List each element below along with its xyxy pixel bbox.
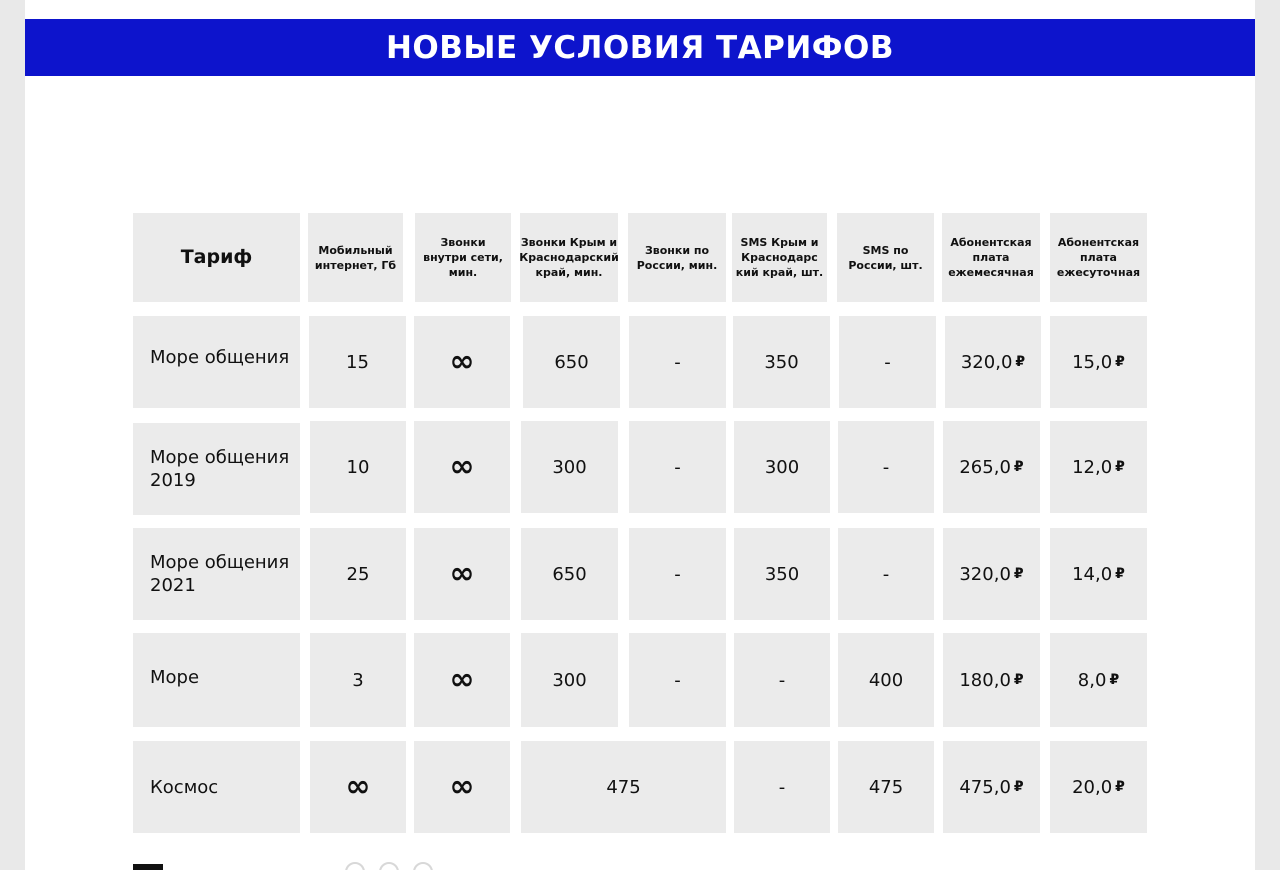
row-5-fee-month-value: 475,0 [959,776,1011,798]
row-5-fee-month [943,741,1040,833]
header-tariff: Тариф [133,213,300,302]
page-title-banner [25,19,1255,76]
header-sms-crimea: SMS Крым и Краснодарс кий край, шт. [732,213,827,302]
row-3-sms-crimea: 350 [734,528,830,620]
row-2-fee-day-value: 12,0 [1072,456,1113,478]
row-2-sms-crimea: 300 [734,421,830,513]
header-calls-network: Звонки внутри сети, мин. [415,213,511,302]
row-4-fee-month [943,633,1040,727]
header-calls-russia: Звонки по России, мин. [628,213,726,302]
ruble-icon: ₽ [1115,779,1125,795]
row-4-name: Море [133,633,300,727]
row-1-fee-month-value: 320,0 [960,351,1013,373]
footer-text-fragment [133,864,163,870]
row-1-internet: 15 [309,316,406,408]
row-3-internet: 25 [310,528,406,620]
footer-circle-icon [345,862,365,870]
row-2-calls-network-infinity-icon: ∞ [414,421,510,513]
header-internet: Мобильный интернет, Гб [308,213,403,302]
row-2-fee-day [1050,421,1147,513]
page-title: НОВЫЕ УСЛОВИЯ ТАРИФОВ [385,29,895,66]
row-5-internet-infinity-icon: ∞ [310,741,406,833]
row-4-calls-russia: - [629,633,726,727]
row-2-calls-crimea: 300 [521,421,618,513]
row-3-fee-day [1050,528,1147,620]
row-1-sms-crimea: 350 [733,316,830,408]
header-fee-day: Абонентская плата ежесуточная [1050,213,1147,302]
page [25,0,1255,870]
footer-circle-icon [413,862,433,870]
row-5-fee-day-value: 20,0 [1072,776,1113,798]
ruble-icon: ₽ [1109,672,1120,688]
row-2-fee-month [943,421,1040,513]
row-4-sms-crimea: - [734,633,830,727]
row-3-fee-month [943,528,1040,620]
row-1-fee-day-value: 15,0 [1072,351,1113,373]
row-2-sms-russia: - [838,421,934,513]
ruble-icon: ₽ [1115,354,1125,370]
row-5-name: Космос [133,741,300,833]
ruble-icon: ₽ [1115,566,1125,582]
row-4-sms-russia: 400 [838,633,934,727]
row-2-internet: 10 [310,421,406,513]
row-1-calls-crimea: 650 [523,316,620,408]
ruble-icon: ₽ [1013,566,1024,582]
row-4-fee-day-value: 8,0 [1077,669,1107,691]
row-2-name: Море общения 2019 [133,423,300,515]
row-3-calls-crimea: 650 [521,528,618,620]
ruble-icon: ₽ [1015,354,1026,370]
row-3-fee-day-value: 14,0 [1072,563,1113,585]
row-1-fee-day [1050,316,1147,408]
row-1-calls-russia: - [629,316,726,408]
footer-circle-icon [379,862,399,870]
row-3-calls-network-infinity-icon: ∞ [414,528,510,620]
ruble-icon: ₽ [1013,459,1024,475]
row-5-sms-crimea: - [734,741,830,833]
row-1-fee-month [945,316,1041,408]
row-3-name: Море общения 2021 [133,528,300,620]
row-4-calls-crimea: 300 [521,633,618,727]
header-calls-crimea: Звонки Крым и Краснодарский край, мин. [520,213,618,302]
row-5-calls-network-infinity-icon: ∞ [414,741,510,833]
row-3-sms-russia: - [838,528,934,620]
row-5-calls-combined: 475 [521,741,726,833]
row-1-sms-russia: - [839,316,936,408]
ruble-icon: ₽ [1013,779,1024,795]
header-sms-russia: SMS по России, шт. [837,213,934,302]
ruble-icon: ₽ [1115,459,1125,475]
row-5-sms-russia: 475 [838,741,934,833]
row-4-calls-network-infinity-icon: ∞ [414,633,510,727]
row-4-fee-month-value: 180,0 [959,669,1011,691]
row-2-calls-russia: - [629,421,726,513]
row-2-fee-month-value: 265,0 [959,456,1011,478]
row-1-name: Море общения [133,316,300,408]
header-fee-month: Абонентская плата ежемесячная [942,213,1040,302]
row-4-fee-day [1050,633,1147,727]
row-3-fee-month-value: 320,0 [959,563,1011,585]
ruble-icon: ₽ [1013,672,1024,688]
row-5-fee-day [1050,741,1147,833]
row-3-calls-russia: - [629,528,726,620]
row-1-calls-network-infinity-icon: ∞ [414,316,510,408]
row-4-internet: 3 [310,633,406,727]
